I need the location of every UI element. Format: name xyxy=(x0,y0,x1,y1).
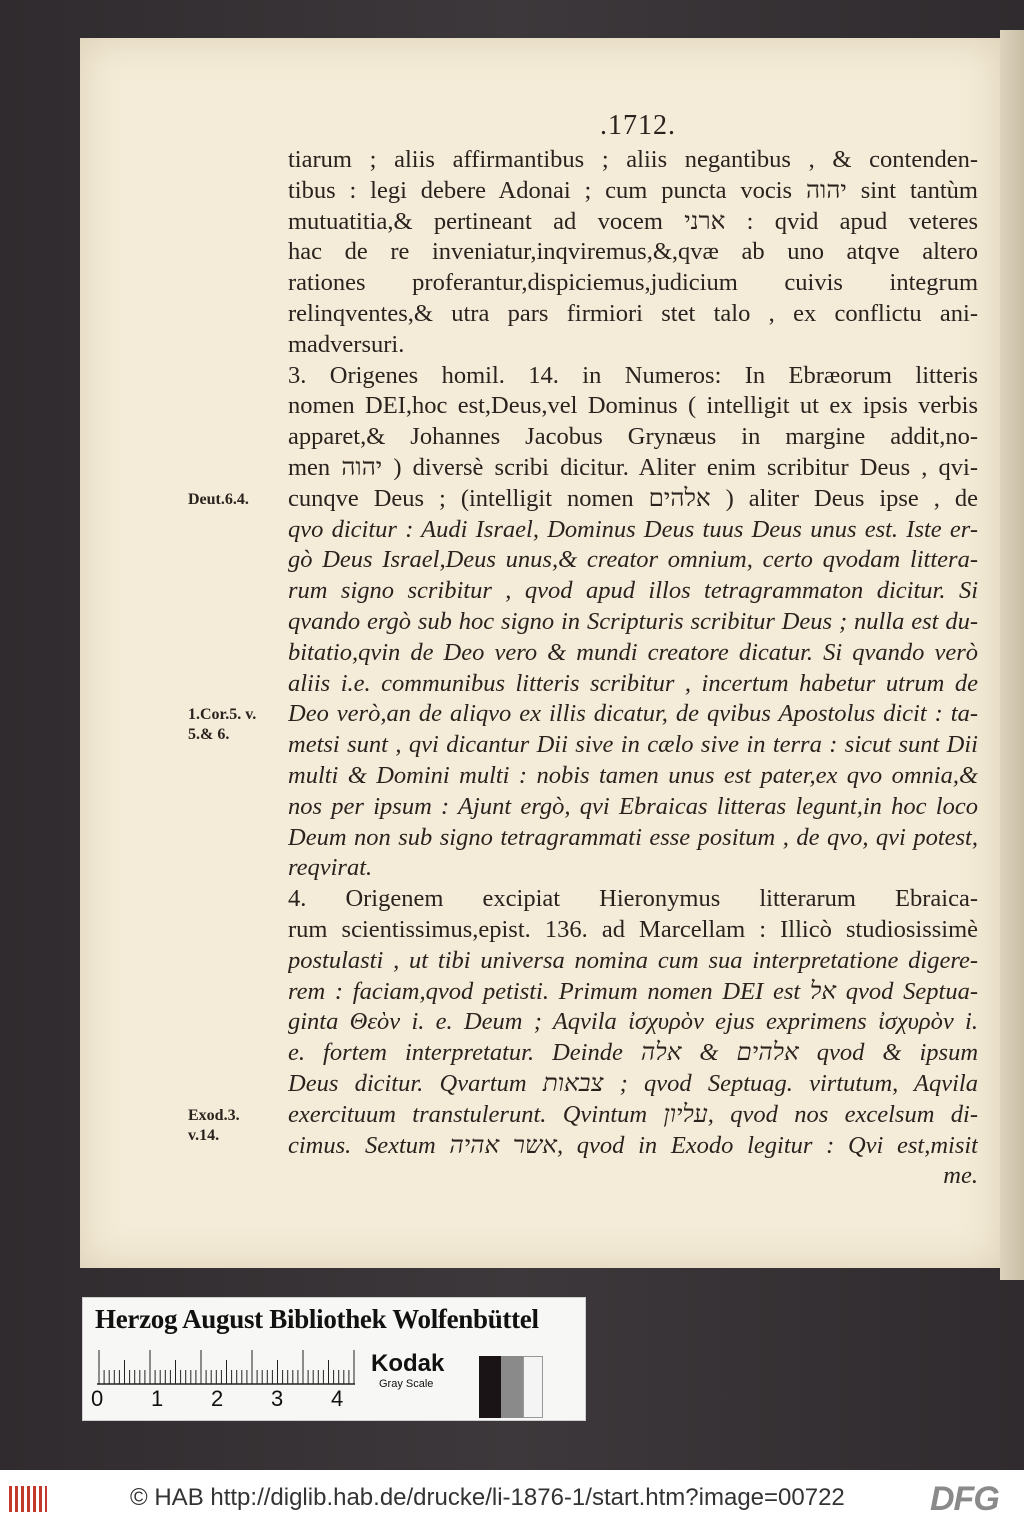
page-number: .1712. xyxy=(600,110,676,141)
text-line: metsi sunt , qvi dicantur Dii sive in cælo sive in terra : sicut sunt Dii xyxy=(288,731,978,759)
swatch-gray xyxy=(501,1356,523,1418)
ruler-number: 3 xyxy=(271,1386,284,1411)
text-line: nomen DEI,hoc est,Deus,vel Dominus ( intelligit ut ex ipsis verbis xyxy=(288,392,978,420)
footer-bar xyxy=(0,1470,1024,1528)
text-line: tiarum ; aliis affirmantibus ; aliis negantibus , & contenden- xyxy=(288,146,978,173)
ruler-scale xyxy=(97,1348,359,1388)
dfg-logo: DFG xyxy=(930,1480,999,1518)
swatch-white xyxy=(523,1356,543,1418)
text-line: qvo dicitur : Audi Israel, Dominus Deus tuus Deus unus est. Iste er- xyxy=(288,515,978,543)
text-line: qvando ergò sub hoc signo in Scripturis scribitur Deus ; nulla est du- xyxy=(288,607,978,635)
text-line: multi & Domini multi : nobis tamen unus est pater,ex qvo omnia,& xyxy=(288,761,978,789)
gray-swatches xyxy=(479,1356,543,1418)
text-line: gò Deus Israel,Deus unus,& creator omnium, certo qvodam littera- xyxy=(288,546,978,574)
page-edge xyxy=(1000,30,1024,1280)
text-line: cunqve Deus ; (intelligit nomen אלהים ) aliter Deus ipse , de xyxy=(288,484,978,512)
kodak-brand: Kodak xyxy=(371,1350,445,1377)
swatch-black xyxy=(479,1356,501,1418)
hab-logo-icon xyxy=(8,1482,48,1516)
text-line: ginta Θεὸν i. e. Deum ; Aqvila ἰσχυρὸν ejus exprimens ἰσχυρὸν i. xyxy=(288,1008,978,1036)
gray-scale-caption: Gray Scale xyxy=(379,1378,434,1390)
page-text xyxy=(288,145,978,1192)
text-line: nos per ipsum : Ajunt ergò, qvi Ebraicas litteras legunt,in hoc loco xyxy=(288,792,978,820)
text-line: me. xyxy=(943,1162,978,1190)
copyright-url[interactable]: © HAB http://diglib.hab.de/drucke/li-1876-1/start.htm?image=00722 xyxy=(130,1484,845,1511)
ruler-number: 1 xyxy=(151,1386,164,1411)
margin-note: Exod.3. v.14. xyxy=(188,1106,240,1144)
ruler-number: 4 xyxy=(331,1386,344,1411)
ruler-number: 0 xyxy=(91,1386,104,1411)
text-line: apparet,& Johannes Jacobus Grynæus in margine addit,no- xyxy=(288,423,978,451)
text-line: e. fortem interpretatur. Deinde אלהים & אלה qvod & ipsum xyxy=(288,1039,978,1067)
text-line: reqvirat. xyxy=(288,854,373,882)
ruler-number: 2 xyxy=(211,1386,224,1411)
text-line: 3. Origenes homil. 14. in Numeros: In Ebræorum litteris xyxy=(288,361,978,389)
text-line: mutuatitia,& pertineant ad vocem ארני : qvid apud veteres xyxy=(288,207,978,235)
library-label-card xyxy=(82,1297,586,1421)
text-line: 4. Origenem excipiat Hieronymus litterarum Ebraica- xyxy=(288,885,978,913)
text-line: cimus. Sextum אשר אהיה, qvod in Exodo legitur : Qvi est,misit xyxy=(288,1131,978,1159)
text-line: postulasti , ut tibi universa nomina cum sua interpretatione digere- xyxy=(288,946,978,974)
library-name: Herzog August Bibliothek Wolfenbüttel xyxy=(95,1304,539,1334)
text-line: hac de re inveniatur,inqviremus,&,qvæ ab uno atqve altero xyxy=(288,238,978,266)
text-line: Deum non sub signo tetragrammati esse positum , de qvo, qvi potest, xyxy=(288,823,978,851)
text-line: exercituum transtulerunt. Qvintum עליון, qvod nos excelsum di- xyxy=(288,1100,978,1128)
margin-note: Deut.6.4. xyxy=(188,490,249,508)
text-line: relinqventes,& utra pars firmiori stet talo , ex conflictu ani- xyxy=(288,299,978,327)
text-line: Deus dicitur. Qvartum צבאות ; qvod Septuag. virtutum, Aqvila xyxy=(288,1069,978,1097)
text-line: aliis i.e. communibus litteris scribitur , incertum habetur utrum de xyxy=(288,669,978,697)
text-line: madversuri. xyxy=(288,330,405,358)
text-line: rationes proferantur,dispiciemus,judicium cuivis integrum xyxy=(288,269,978,297)
margin-note: 1.Cor.5. v. 5.& 6. xyxy=(188,706,257,744)
text-line: rum scientissimus,epist. 136. ad Marcellam : Illicò studiosissimè xyxy=(288,915,978,943)
text-line: men יהוה ) diversè scribi dicitur. Aliter enim scribitur Deus , qvi- xyxy=(288,453,978,481)
text-line: bitatio,qvin de Deo vero & mundi creatore dicatur. Si qvando verò xyxy=(288,638,978,666)
text-line: rum signo scribitur , qvod apud illos tetragrammaton dicitur. Si xyxy=(288,577,978,605)
text-line: tibus : legi debere Adonai ; cum puncta vocis יהוה sint tantùm xyxy=(288,176,978,204)
text-line: rem : faciam,qvod petisti. Primum nomen DEI est אל qvod Septua- xyxy=(288,977,978,1005)
text-line: Deo verò,an de aliqvo ex illis dicatur, de qvibus Apostolus dicit : ta- xyxy=(288,700,978,728)
